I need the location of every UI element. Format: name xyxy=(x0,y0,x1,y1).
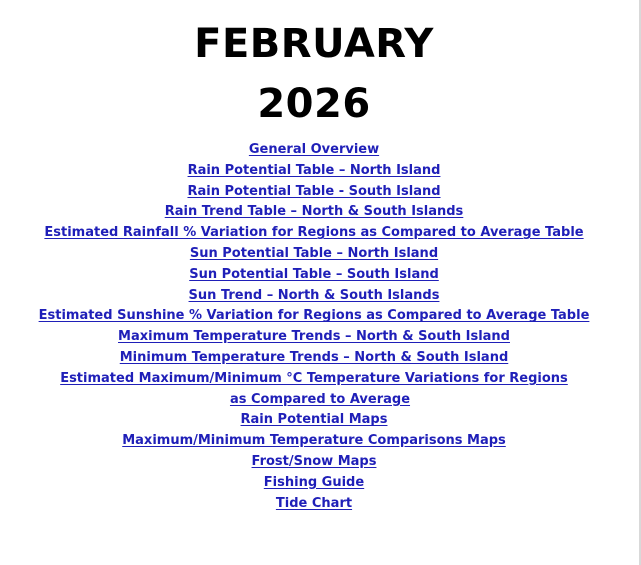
link-sun-potential-south[interactable]: Sun Potential Table – South Island xyxy=(189,266,439,282)
toc-item xyxy=(0,159,628,180)
toc-item xyxy=(0,263,628,284)
toc-item xyxy=(0,221,628,242)
toc-item xyxy=(0,325,628,346)
toc-item xyxy=(0,242,628,263)
toc-item xyxy=(0,138,628,159)
link-sun-trend[interactable]: Sun Trend – North & South Islands xyxy=(188,287,440,303)
toc-item xyxy=(0,180,628,201)
link-sunshine-variation[interactable]: Estimated Sunshine % Variation for Regions as Compared to Average Table xyxy=(38,308,590,324)
month-title: FEBRUARY xyxy=(194,21,434,67)
link-temp-comparison-maps[interactable]: Maximum/Minimum Temperature Comparisons Maps xyxy=(122,433,506,449)
link-fishing-guide[interactable]: Fishing Guide xyxy=(263,474,365,490)
toc-item xyxy=(0,429,628,450)
toc-item xyxy=(0,450,628,471)
link-temp-variations[interactable]: Estimated Maximum/Minimum °C Temperature Variations for Regions xyxy=(60,370,568,386)
toc-item xyxy=(0,471,628,492)
year-title: 2026 xyxy=(257,81,371,127)
link-frost-snow-maps[interactable]: Frost/Snow Maps xyxy=(251,453,377,469)
toc-item xyxy=(0,304,628,325)
toc-item xyxy=(0,492,628,513)
toc-item xyxy=(0,346,628,367)
link-tide-chart[interactable]: Tide Chart xyxy=(275,495,353,511)
link-rain-potential-south[interactable]: Rain Potential Table - South Island xyxy=(187,183,441,199)
table-of-contents xyxy=(0,138,628,512)
link-rain-trend[interactable]: Rain Trend Table – North & South Islands xyxy=(164,204,464,220)
link-general-overview[interactable]: General Overview xyxy=(248,142,380,157)
toc-item xyxy=(0,284,628,305)
toc-item xyxy=(0,388,628,409)
link-sun-potential-north[interactable]: Sun Potential Table – North Island xyxy=(189,245,439,261)
toc-item xyxy=(0,367,628,388)
link-rain-potential-maps[interactable]: Rain Potential Maps xyxy=(240,412,388,428)
link-max-temp-trends[interactable]: Maximum Temperature Trends – North & South Island xyxy=(118,329,510,345)
link-rainfall-variation[interactable]: Estimated Rainfall % Variation for Regions as Compared to Average Table xyxy=(44,225,584,241)
link-min-temp-trends[interactable]: Minimum Temperature Trends – North & South Island xyxy=(119,349,509,365)
toc-item xyxy=(0,200,628,221)
toc-item xyxy=(0,408,628,429)
link-rain-potential-north[interactable]: Rain Potential Table – North Island xyxy=(187,162,441,178)
link-temp-variations-cont[interactable]: as Compared to Average xyxy=(229,391,411,407)
